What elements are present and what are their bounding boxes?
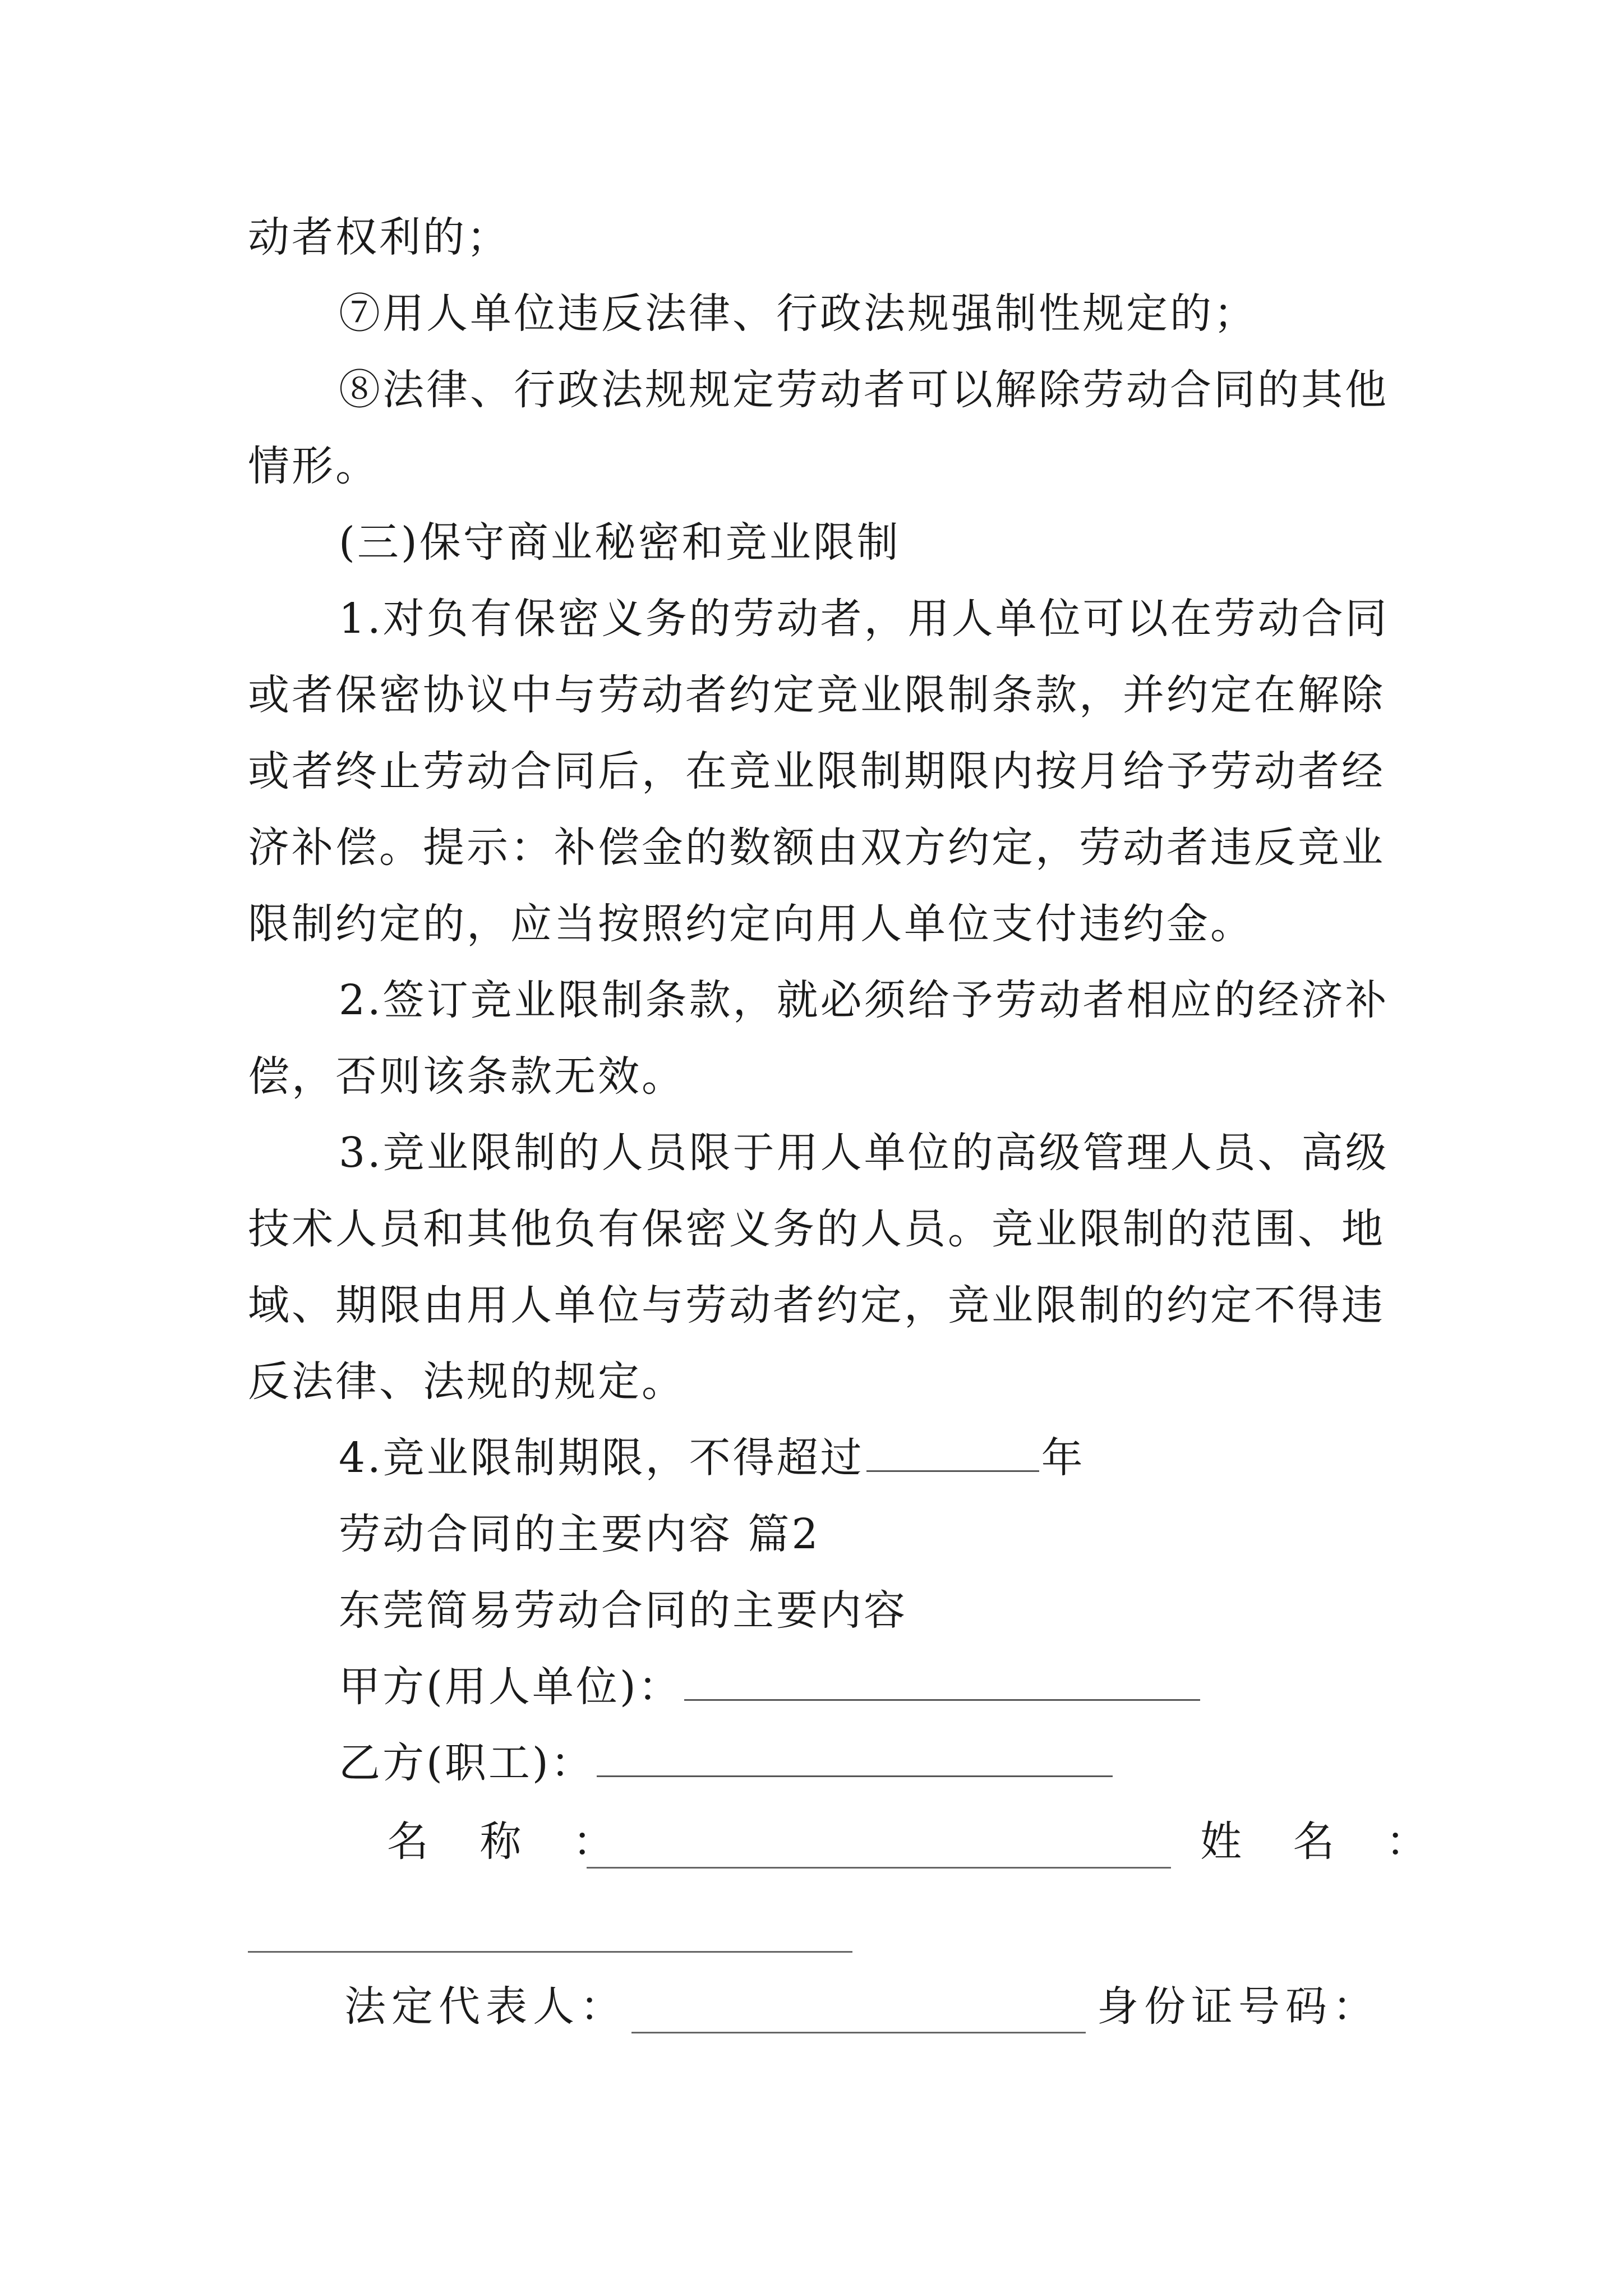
paragraph-line: 2.签订竞业限制条款，就必须给予劳动者相应的经济补 <box>339 976 1389 1024</box>
noncompete-years-blank[interactable] <box>866 1429 1039 1472</box>
legal-rep-label: 法定代表人： <box>344 1982 627 2031</box>
paragraph-line: 或者保密协议中与劳动者约定竞业限制条款，并约定在解除 <box>248 671 1385 719</box>
paragraph-line: 域、期限由用人单位与劳动者约定，竞业限制的约定不得违 <box>248 1281 1385 1329</box>
paragraph-line: 动者权利的； <box>248 213 510 261</box>
party-a-blank[interactable] <box>684 1658 1200 1701</box>
paragraph-line: 技术人员和其他负有保密义务的人员。竞业限制的范围、地 <box>248 1205 1385 1253</box>
paragraph-line: 或者终止劳动合同后，在竞业限制期限内按月给予劳动者经 <box>248 747 1385 795</box>
party-b-label: 乙方(职工)： <box>339 1739 594 1787</box>
id-number-label: 身份证号码： <box>1097 1982 1380 2031</box>
noncompete-period-prefix: 4.竞业限制期限，不得超过 <box>339 1434 864 1482</box>
noncompete-period-suffix: 年 <box>1041 1434 1085 1482</box>
person-name-label: 姓 名 ： <box>1200 1818 1447 1866</box>
paragraph-line: 限制约定的，应当按照约定向用人单位支付违约金。 <box>248 900 1254 948</box>
party-b-line <box>339 1732 1115 1794</box>
paragraph-line: 1.对负有保密义务的劳动者，用人单位可以在劳动合同 <box>339 595 1389 643</box>
noncompete-period-line <box>339 1427 1085 1489</box>
paragraph-line: 情形。 <box>248 442 379 490</box>
paragraph-line: ⑧法律、行政法规规定劳动者可以解除劳动合同的其他 <box>339 366 1389 414</box>
paragraph-line: 3.竞业限制的人员限于用人单位的高级管理人员、高级 <box>339 1129 1389 1177</box>
party-a-label: 甲方(用人单位)： <box>339 1663 682 1711</box>
paragraph-line: 济补偿。提示：补偿金的数额由双方约定，劳动者违反竞业 <box>248 823 1385 872</box>
paragraph-line: ⑦用人单位违反法律、行政法规强制性规定的； <box>339 289 1257 338</box>
legal-rep-blank[interactable] <box>631 2032 1086 2033</box>
party-a-line <box>339 1656 1202 1718</box>
company-name-blank[interactable] <box>587 1867 1171 1869</box>
section-heading: (三)保守商业秘密和竞业限制 <box>339 518 901 567</box>
person-name-blank[interactable] <box>248 1951 852 1953</box>
name-label: 名 称 ： <box>387 1818 634 1866</box>
paragraph-line: 偿，否则该条款无效。 <box>248 1052 685 1101</box>
paragraph-line: 反法律、法规的规定。 <box>248 1358 685 1406</box>
contract-subtitle: 东莞简易劳动合同的主要内容 <box>339 1586 907 1635</box>
party-b-blank[interactable] <box>597 1734 1113 1777</box>
article-heading: 劳动合同的主要内容 篇2 <box>339 1510 820 1558</box>
